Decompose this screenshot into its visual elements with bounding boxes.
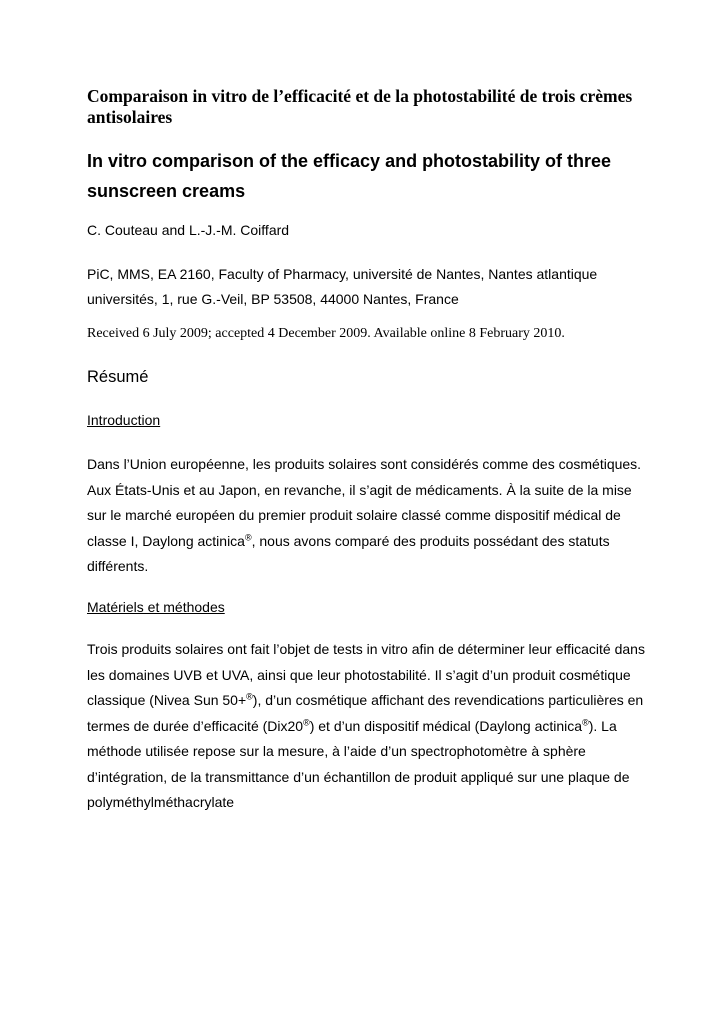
methods-heading: Matériels et méthodes	[87, 599, 225, 615]
title-french: Comparaison in vitro de l’efficacité et de la photostabilité de trois crèmes antisolaires	[87, 86, 633, 127]
resume-heading: Résumé	[87, 368, 149, 386]
methods-text-4: ). La méthode utilisée repose sur la mesure, à l’aide d’un spectrophotomètre à sphère d’intégration, de la transmittance d’un échantillon de produit appliqué sur une plaque de polyméthylméthacrylate	[87, 717, 630, 810]
introduction-paragraph	[87, 452, 647, 580]
affiliation: PiC, MMS, EA 2160, Faculty of Pharmacy, université de Nantes, Nantes atlantique universités, 1, rue G.-Veil, BP 53508, 44000 Nantes, France	[87, 266, 598, 307]
title-english: In vitro comparison of the efficacy and photostability of three sunscreen creams	[87, 151, 612, 201]
registered-mark: ®	[246, 691, 253, 702]
received-dates: Received 6 July 2009; accepted 4 December 2009. Available online 8 February 2010.	[87, 326, 565, 341]
registered-mark: ®	[303, 716, 310, 727]
introduction-text-2: , nous avons comparé des produits possédant des statuts différents.	[87, 532, 610, 574]
registered-mark: ®	[244, 531, 252, 542]
methods-paragraph	[87, 637, 647, 816]
methods-text-1: Trois produits solaires ont fait l’objet de tests in vitro afin de déterminer leur efficacité dans les domaines UVB et UVA, ainsi que leur photostabilité. Il s’agit d’un produit cosmétique classique (Nivea Sun 50+	[87, 641, 645, 708]
methods-text-2: ), d’un cosmétique affichant des revendications particulières en termes de durée d’efficacité (Dix20	[87, 692, 644, 734]
introduction-text-1: Dans l’Union européenne, les produits solaires sont considérés comme des cosmétiques. Aux États-Unis et au Japon, en revanche, il s’agit de médicaments. À la suite de la mise sur le marché européen du premier produit solaire classé comme dispositif médical de classe I, Daylong actinica	[87, 456, 642, 549]
registered-mark: ®	[582, 716, 589, 727]
introduction-heading: Introduction	[87, 412, 161, 428]
authors: C. Couteau and L.-J.-M. Coiffard	[87, 222, 290, 238]
methods-text-3: ) et d’un dispositif médical (Daylong actinica	[309, 717, 583, 734]
